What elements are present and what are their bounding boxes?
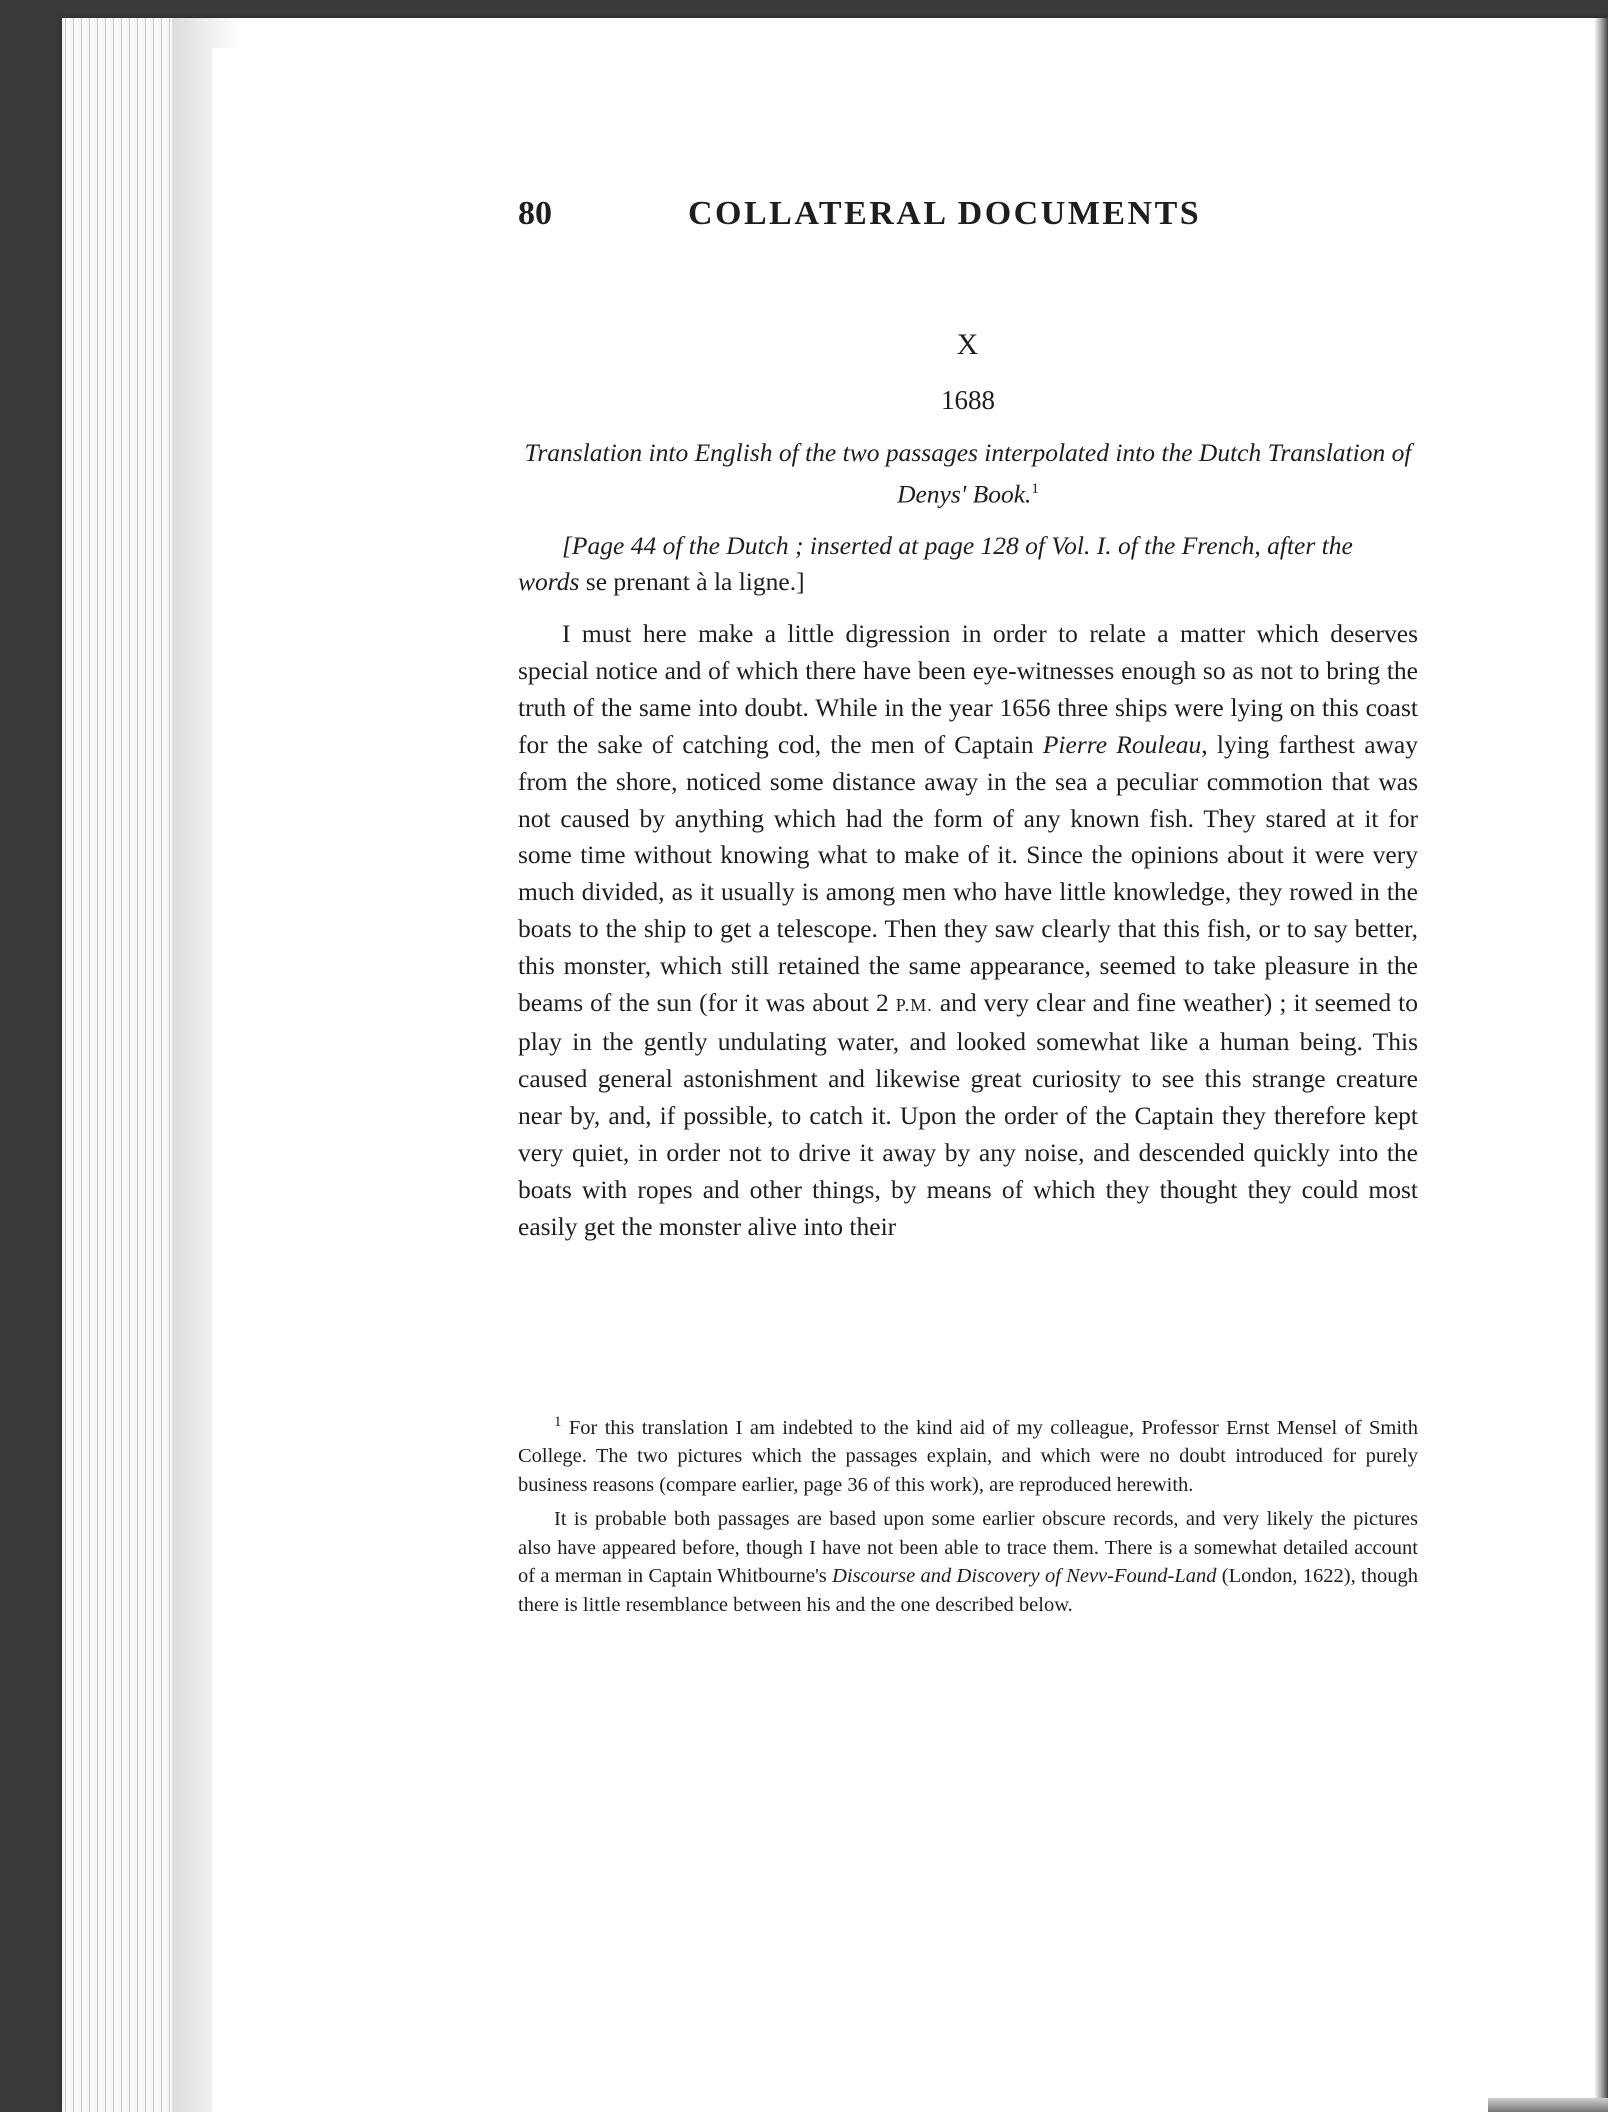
body-text-part: and very clear and fine weather) ; it seemed to play in the gently undulating water, and looked somewhat like a human being. This caused general astonishment and likewise great curiosity to see this strange creature near by, and, if possible, to catch it. Upon the order of the Captain they therefore kept very quiet, in order not to drive it away by any noise, and descended quickly into the boats with ropes and other things, by means of which they thought they could most easily get the monster alive into their	[518, 988, 1418, 1241]
footnote-1	[518, 1408, 1418, 1499]
page-bottom-fold	[1488, 2098, 1608, 2112]
body-text-part: , lying farthest away from the shore, noticed some distance away in the sea a peculiar commotion that was not caused by anything which had the form of any known fish. They stared at it for some time without knowing what to make of it. Since the opinions about it were very much divided, as it usually is among men who have little knowledge, they rowed in the boats to the ship to get a telescope. Then they saw clearly that this fish, or to say better, this monster, which still retained the same appearance, seemed to take pleasure in the beams of the sun (for it was about 2	[518, 729, 1418, 1018]
footnote-text: (London, 1622), though there is little resemblance between his and the one described below.	[518, 1565, 1418, 1616]
footnote-text: It is probable both passages are based upon some earlier obscure records, and very likely the pictures also have appeared before, though I have not been able to trace them. There is a somewhat detailed account of a merman in Captain Whitbourne's	[518, 1508, 1418, 1588]
footnote-continuation	[518, 1505, 1418, 1619]
running-title: COLLATERAL DOCUMENTS	[688, 195, 1202, 232]
footnote-reference: 1	[1031, 481, 1039, 497]
insertion-note-words: se prenant à la ligne.]	[579, 567, 805, 596]
body-text-part: I must here make a little digression in order to relate a matter which deserves special notice and of which there have been eye-witnesses enough so as not to bring the truth of the same into doubt. While in the year 1656 three ships were lying on this coast for the sake of catching cod, the men of Captain	[518, 619, 1418, 759]
footnotes	[518, 1408, 1418, 1619]
page-edges	[62, 18, 172, 2112]
document-title-text: Translation into English of the two passages interpolated into the Dutch Translation of Denys' Book.	[524, 438, 1412, 509]
cited-work-title: Discourse and Discovery of Nevv-Found-Land	[832, 1565, 1217, 1588]
insertion-note-location: [Page 44 of the Dutch ; inserted at page 128 of Vol. I. of the French, after the words	[518, 531, 1353, 596]
body-paragraph	[518, 616, 1418, 1245]
page-right-fold	[1594, 18, 1608, 2112]
footnote-marker: 1	[554, 1414, 562, 1430]
document-title	[518, 435, 1418, 513]
section-year: 1688	[941, 385, 995, 415]
time-of-day: P.M.	[895, 995, 933, 1016]
footnote-text: For this translation I am indebted to the kind aid of my colleague, Professor Ernst Mensel of Smith College. The two pictures which the passages explain, and which were no doubt introduced for purely business reasons (compare earlier, page 36 of this work), are reproduced herewith.	[518, 1416, 1418, 1496]
running-head	[518, 195, 1418, 255]
page-number: 80	[518, 195, 552, 232]
captain-name: Pierre Rouleau	[1042, 729, 1202, 759]
section-number: X	[956, 328, 980, 361]
insertion-note	[518, 528, 1418, 600]
